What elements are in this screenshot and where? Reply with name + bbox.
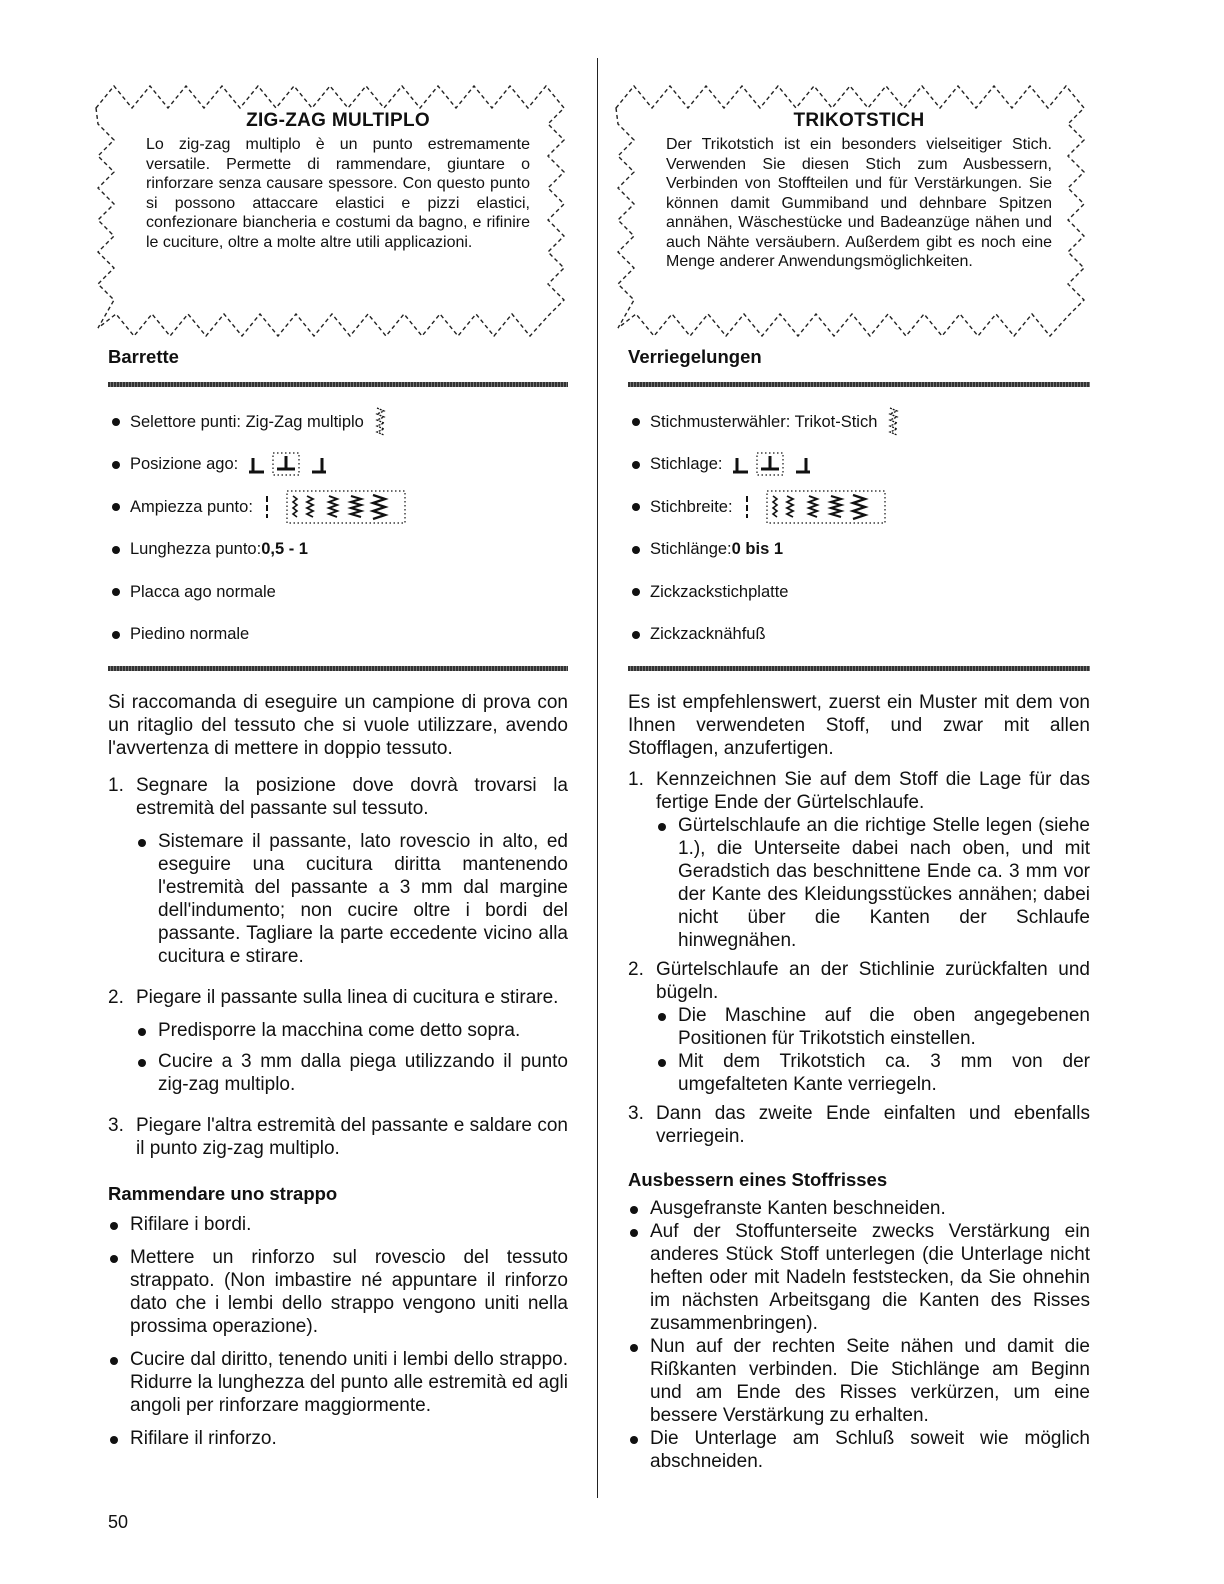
list-item: Mettere un rinforzo sul rovescio del tessuto strappato. (Non imbastire né appuntare il rinforzo dato che i lembi dello strappo vengono uniti nella prossima operazione). (108, 1246, 568, 1338)
setting-needle-position: Stichlage: (628, 444, 1090, 487)
list-item: Predisporre la macchina come detto sopra. (136, 1019, 568, 1042)
info-box (628, 60, 1090, 350)
step-item: 1. Kennzeichnen Sie auf dem Stoff die Lage für das fertige Ende der Gürtelschlaufe. Gürtelschlaufe an die richtige Stelle legen (siehe 1.), die Unterseite dabei nach oben, und mit Geradstich das beschnittene Ende ca. 3 mm vor der Kante des Kleidungsstückes annähen; dabei nicht über die Kanten der Schlaufe hinwegnähen. (628, 769, 1090, 951)
intro-paragraph: Si raccomanda di eseguire un campione di prova con un ritaglio del tessuto che si vuole utilizzare, avendo l'avvertenza di mettere in doppio tessuto. (108, 692, 568, 759)
section-rule (108, 666, 568, 671)
settings-list (108, 401, 568, 656)
step-item: 3. Piegare l'altra estremità del passante e saldare con il punto zig-zag multiplo. (108, 1115, 568, 1159)
box-title: ZIG-ZAG MULTIPLO (246, 110, 430, 131)
step-item: 2. Gürtelschlaufe an der Stichlinie zurückfalten und bügeln. Die Maschine auf die oben angegebenen Positionen für Trikotstich einstellen. Mit dem Trikotstich ca. 3 mm von der umgefalteten Kante verriegeln. (628, 959, 1090, 1095)
list-item: Auf der Stoffunterseite zwecks Verstärkung ein anderes Stück Stoff unterlegen (die Unterlage nicht heften oder mit Nadeln feststecken, da Sie ohnehin im nächsten Arbeitsgang die Kanten des Risses zusammenbringen). (628, 1220, 1090, 1335)
list-item: Nun auf der rechten Seite nähen und damit die Rißkanten verbinden. Die Stichlänge am Beginn und am Ende des Risses verkürzen, um eine bessere Verstärkung zu erhalten. (628, 1335, 1090, 1427)
list-item: Rifilare i bordi. (108, 1213, 568, 1236)
multi-zigzag-icon (374, 406, 388, 438)
list-item: Cucire dal diritto, tenendo uniti i lembi dello strappo. Ridurre la lunghezza del punto alle estremità ed agli angoli per rinforzare maggiormente. (108, 1348, 568, 1417)
left-column (108, 60, 568, 1450)
setting-needle-plate: Placca ago normale (108, 571, 568, 614)
list-item: Die Maschine auf die oben angegebenen Positionen für Trikotstich einstellen. (656, 1004, 1090, 1050)
instructions (108, 691, 568, 1450)
column-divider (597, 58, 598, 1498)
setting-presser-foot: Zickzacknähfuß (628, 614, 1090, 657)
steps-list (108, 774, 568, 1160)
setting-stitch-length: Lunghezza punto: 0,5 - 1 (108, 529, 568, 572)
subsection-heading: Ausbessern eines Stoffrisses (628, 1169, 888, 1190)
needle-position-icon (732, 452, 822, 478)
box-title: TRIKOTSTICH (793, 110, 925, 131)
intro-paragraph: Es ist empfehlenswert, zuerst ein Muster mit dem von Ihnen verwendeten Stoff, und zwar mit allen Stofflagen, anzufertigen. (628, 692, 1090, 759)
box-description: Lo zig-zag multiplo è un punto estremamente versatile. Permette di rammendare, giuntare o rinforzare senza causare spessore. Con questo punto si possono attaccare elastici e pizzi elastici, confezionare biancheria e costumi da bagno, e rifinire le cuciture, oltre a molte altre utili applicazioni. (146, 136, 530, 251)
repair-steps (628, 1197, 1090, 1473)
section-rule (108, 382, 568, 387)
list-item: Gürtelschlaufe an die richtige Stelle legen (siehe 1.), die Unterseite dabei nach oben, und mit Geradstich das beschnittene Ende ca. 3 mm vor der Kante des Kleidungsstückes annähen; dabei nicht über die Kanten der Schlaufe hinwegnähen. (656, 814, 1090, 952)
settings-list (628, 401, 1090, 656)
step-item: 1. Segnare la posizione dove dovrà trovarsi la estremità del passante sul tessuto. Sistemare il passante, lato rovescio in alto, ed eseguire una cucitura diritta mantenendo l'estremità del passante a 3 mm dal margine dell'indumento; non cucire oltre i bordi del passante. Tagliare la parte eccedente vicino alla cucitura e stirare. (108, 775, 568, 967)
stitch-width-icon (743, 490, 889, 524)
list-item: Die Unterlage am Schluß soweit wie möglich abschneiden. (628, 1427, 1090, 1473)
setting-stitch-width: Stichbreite: (628, 486, 1090, 529)
subsection-heading: Rammendare uno strappo (108, 1183, 338, 1204)
section-heading: Barrette (108, 346, 179, 367)
list-item: Mit dem Trikotstich ca. 3 mm von der umgefalteten Kante verriegeln. (656, 1050, 1090, 1096)
stitch-width-icon (263, 490, 409, 524)
list-item: Ausgefranste Kanten beschneiden. (628, 1197, 1090, 1220)
list-item: Cucire a 3 mm dalla piega utilizzando il punto zig-zag multiplo. (136, 1050, 568, 1096)
step-item: 2. Piegare il passante sulla linea di cucitura e stirare. Predisporre la macchina come detto sopra. Cucire a 3 mm dalla piega utilizzando il punto zig-zag multiplo. (108, 987, 568, 1095)
needle-position-icon (248, 452, 338, 478)
setting-needle-plate: Zickzackstichplatte (628, 571, 1090, 614)
setting-stitch-width: Ampiezza punto: (108, 486, 568, 529)
setting-presser-foot: Piedino normale (108, 614, 568, 657)
repair-steps (108, 1213, 568, 1450)
setting-needle-position: Posizione ago: (108, 444, 568, 487)
section-rule (628, 382, 1090, 387)
instructions (628, 691, 1090, 1473)
setting-stitch-length: Stichlänge: 0 bis 1 (628, 529, 1090, 572)
right-column (628, 60, 1090, 1473)
info-box (108, 60, 568, 350)
multi-zigzag-icon (887, 406, 901, 438)
section-rule (628, 666, 1090, 671)
box-description: Der Trikotstich ist ein besonders vielseitiger Stich. Verwenden Sie diesen Stich zum Ausbessern, Verbinden von Stoffteilen und für Verstärkungen. Sie können damit Gummiband und dehnbare Spitzen annähen, Wäschestücke und Badeanzüge nähen und auch Nähte versäubern. Außerdem gibt es noch eine Menge anderer Anwendungsmöglichkeiten. (666, 136, 1052, 270)
setting-stitch-selector: Selettore punti: Zig-Zag multiplo (108, 401, 568, 444)
section-heading: Verriegelungen (628, 346, 762, 367)
page-number: 50 (108, 1512, 129, 1532)
list-item: Rifilare il rinforzo. (108, 1427, 568, 1450)
step-item: 3. Dann das zweite Ende einfalten und ebenfalls verriegein. (628, 1103, 1090, 1147)
setting-stitch-selector: Stichmusterwähler: Trikot-Stich (628, 401, 1090, 444)
steps-list (628, 768, 1090, 1148)
list-item: Sistemare il passante, lato rovescio in alto, ed eseguire una cucitura diritta mantenendo l'estremità del passante a 3 mm dal margine dell'indumento; non cucire oltre i bordi del passante. Tagliare la parte eccedente vicino alla cucitura e stirare. (136, 830, 568, 968)
